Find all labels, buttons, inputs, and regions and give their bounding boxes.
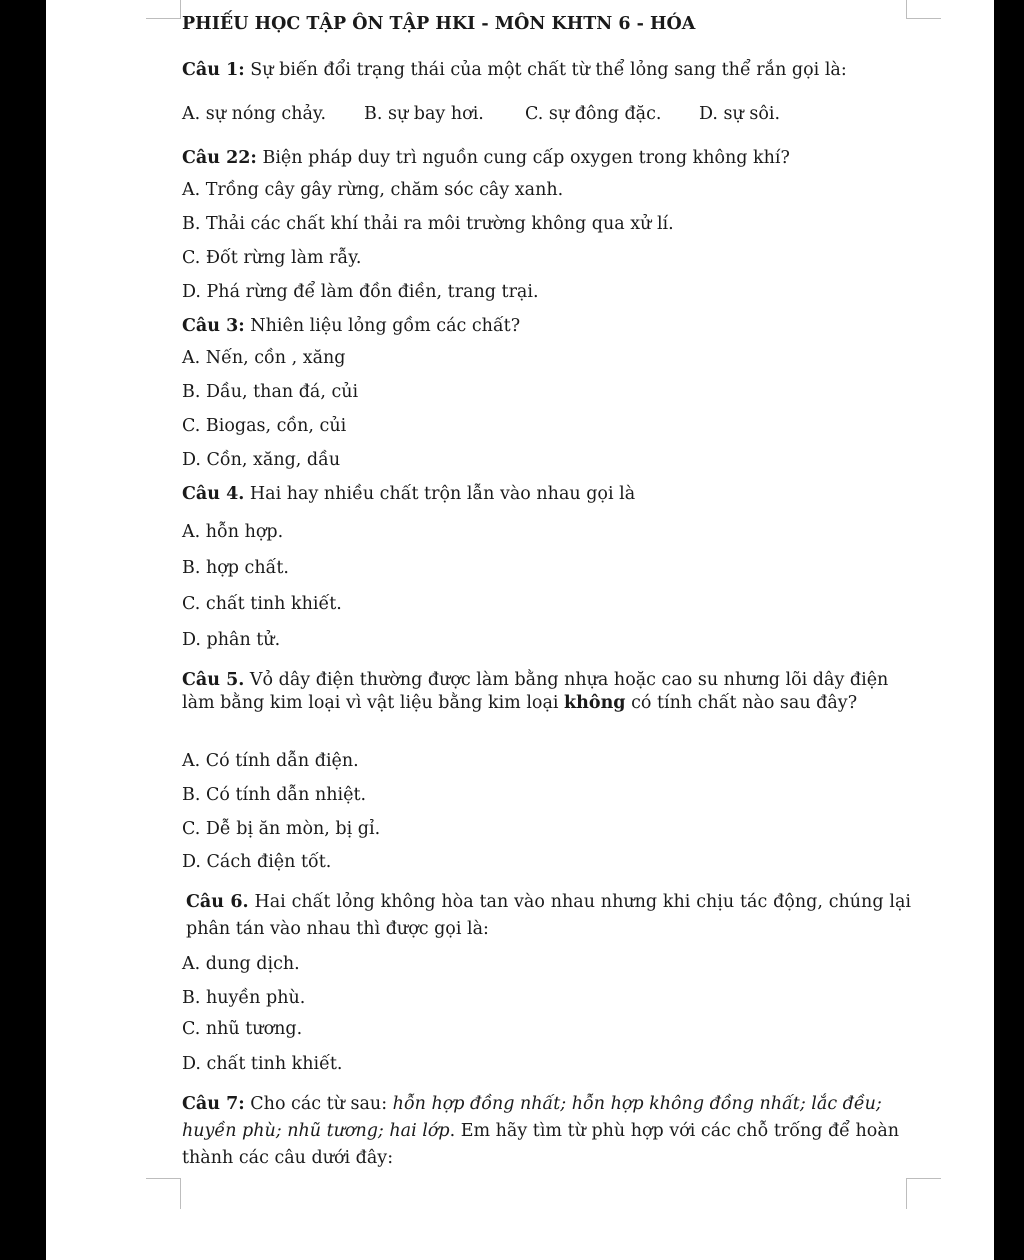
question-5-text-before: Vỏ dây điện thường được làm bằng nhựa hoặc cao su nhưng lõi dây điện làm bằng kim loại vì vật liệu bằng kim loại xyxy=(182,670,889,713)
question-1-text: Sự biến đổi trạng thái của một chất từ thể lỏng sang thể rắn gọi là: xyxy=(244,60,847,80)
question-1-option-c: C. sự đông đặc. xyxy=(525,104,662,124)
question-5-text-emphasis: không xyxy=(564,693,626,713)
question-7-label: Câu 7: xyxy=(182,1094,245,1114)
question-7-word-list: hỗn hợp đồng nhất; hỗn hợp không đồng nhất; lắc đều; huyền phù; nhũ tương; hai lớp xyxy=(182,1094,882,1141)
question-22-option-a: A. Trồng cây gây rừng, chăm sóc cây xanh. xyxy=(182,180,564,200)
question-22-option-d: D. Phá rừng để làm đồn điền, trang trại. xyxy=(182,282,539,302)
question-5-label: Câu 5. xyxy=(182,670,245,690)
question-6-option-c: C. nhũ tương. xyxy=(182,1019,303,1039)
question-3-option-c: C. Biogas, cồn, củi xyxy=(182,416,347,436)
question-3-text: Nhiên liệu lỏng gồm các chất? xyxy=(244,316,521,336)
question-5-option-a: A. Có tính dẫn điện. xyxy=(182,751,359,771)
question-7-text-before: Cho các từ sau: xyxy=(244,1094,393,1114)
question-4-option-a: A. hỗn hợp. xyxy=(182,522,284,542)
question-4-label: Câu 4. xyxy=(182,484,245,504)
worksheet-title: PHIẾU HỌC TẬP ÔN TẬP HKI - MÔN KHTN 6 - HÓA xyxy=(182,14,696,34)
question-6-option-b: B. huyền phù. xyxy=(182,988,306,1008)
question-3-option-d: D. Cồn, xăng, dầu xyxy=(182,450,341,470)
question-1 xyxy=(182,60,847,80)
question-6-text: Hai chất lỏng không hòa tan vào nhau nhưng khi chịu tác động, chúng lại phân tán vào nhau thì được gọi là: xyxy=(186,892,911,939)
question-3-label: Câu 3: xyxy=(182,316,245,336)
question-22 xyxy=(182,148,790,168)
question-1-option-d: D. sự sôi. xyxy=(699,104,781,124)
question-4-text: Hai hay nhiều chất trộn lẫn vào nhau gọi là xyxy=(244,484,636,504)
question-22-text: Biện pháp duy trì nguồn cung cấp oxygen trong không khí? xyxy=(256,148,790,168)
question-1-option-b: B. sự bay hơi. xyxy=(364,104,484,124)
question-4 xyxy=(182,484,635,504)
crop-mark-top-right xyxy=(906,0,941,19)
question-4-option-b: B. hợp chất. xyxy=(182,558,289,578)
question-3-option-a: A. Nến, cồn , xăng xyxy=(182,348,346,368)
question-1-option-a: A. sự nóng chảy. xyxy=(182,104,327,124)
question-6-label: Câu 6. xyxy=(186,892,249,912)
crop-mark-bottom-right xyxy=(906,1178,941,1209)
question-5-option-c: C. Dễ bị ăn mòn, bị gỉ. xyxy=(182,819,381,839)
question-5-text-after: có tính chất nào sau đây? xyxy=(625,693,858,713)
question-6-option-a: A. dung dịch. xyxy=(182,954,300,974)
question-22-option-c: C. Đốt rừng làm rẫy. xyxy=(182,248,362,268)
question-3 xyxy=(182,316,520,336)
question-4-option-c: C. chất tinh khiết. xyxy=(182,594,342,614)
question-7-text-after: . Em hãy tìm từ phù hợp với các chỗ trống để hoàn thành các câu dưới đây: xyxy=(182,1121,900,1168)
question-6-option-d: D. chất tinh khiết. xyxy=(182,1054,343,1074)
question-4-option-d: D. phân tử. xyxy=(182,630,281,650)
question-5-option-b: B. Có tính dẫn nhiệt. xyxy=(182,785,367,805)
crop-mark-bottom-left xyxy=(146,1178,181,1209)
question-6 xyxy=(186,889,911,943)
crop-mark-top-left xyxy=(146,0,181,19)
question-7 xyxy=(182,1091,907,1172)
question-5-option-d: D. Cách điện tốt. xyxy=(182,852,332,872)
question-3-option-b: B. Dầu, than đá, củi xyxy=(182,382,359,402)
question-22-label: Câu 22: xyxy=(182,148,257,168)
question-22-option-b: B. Thải các chất khí thải ra môi trường không qua xử lí. xyxy=(182,214,674,234)
question-1-label: Câu 1: xyxy=(182,60,245,80)
question-5 xyxy=(182,669,907,715)
